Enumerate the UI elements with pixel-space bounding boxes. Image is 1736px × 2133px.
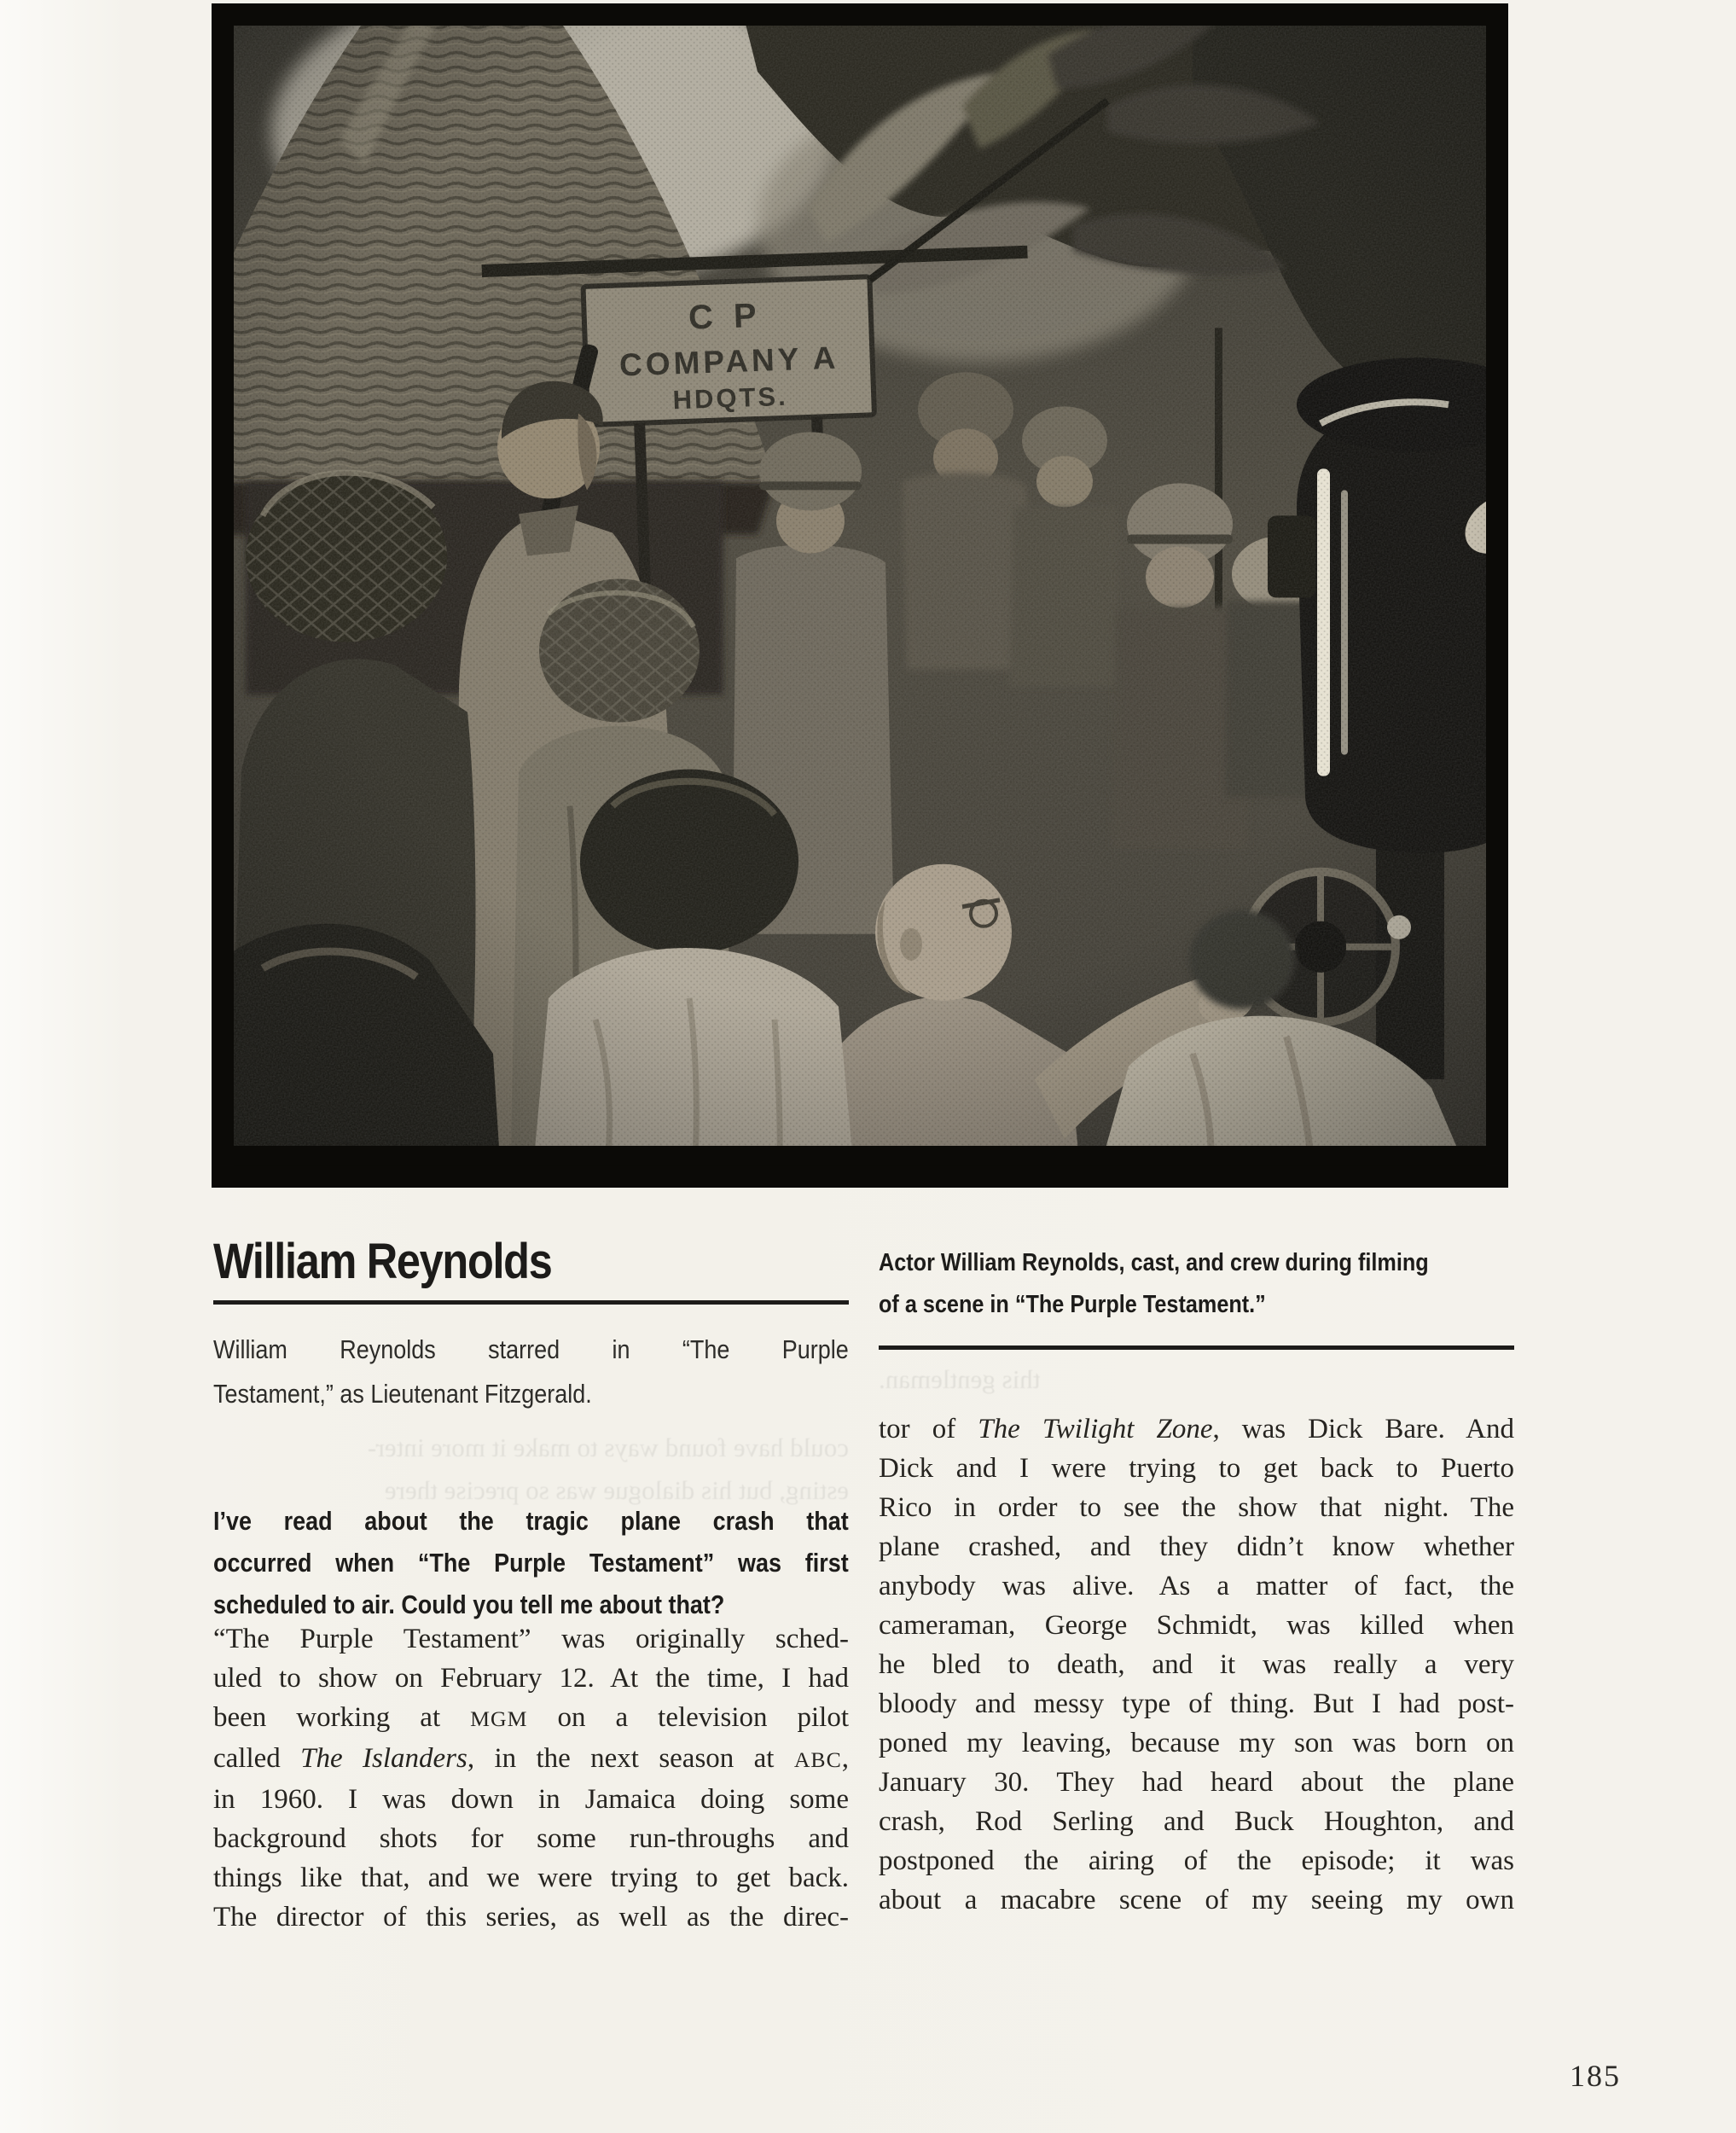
photo-illustration — [212, 3, 1508, 1188]
bleedthrough-text: this gentleman. — [879, 1364, 1041, 1394]
interview-question: I’ve read about the tragic plane crash that occurred when “The Purple Testament” was first scheduled to air. Could you tell me about that? — [213, 1506, 849, 1619]
page-number: 185 — [1570, 2059, 1621, 2093]
article-heading: William Reynolds — [213, 1234, 552, 1289]
bleedthrough-text: esting, but his dialogue was so precise there — [384, 1475, 849, 1505]
answer-text-left: “The Purple Testament” was originally sched- uled to show on February 12. At the time, I had been working at MGM on a television pilot called The Islanders, in the next season at ABC, in 1960. I was down in Jamaica doing some background shots for some run-throughs and things like that, and we were trying to get back. The director of this series, as well as the direc- — [213, 1624, 850, 1932]
bleedthrough-text: could have found ways to make it more inter- — [367, 1433, 849, 1462]
caption-rule — [879, 1345, 1514, 1350]
heading-rule — [213, 1300, 849, 1305]
photo-caption: Actor William Reynolds, cast, and crew during filming of a scene in “The Purple Testament.” — [879, 1249, 1429, 1318]
answer-text-right: tor of The Twilight Zone, was Dick Bare. And Dick and I were trying to get back to Puerto Rico in order to see the show that night. The plane crashed, and they didn’t know whether anybody was alive. As a matter of fact, the cameraman, George Schmidt, was killed when he bled to death, and it was really a very bloody and messy type of thing. But I had post- poned my leaving, because my son was born on January 30. They had heard about the plane crash, Rod Serling and Buck Houghton, and postponed the airing of the episode; it was about a macabre scene of my seeing my own — [879, 1414, 1514, 1915]
heading-block — [213, 1235, 849, 1288]
intro-text: William Reynolds starred in “The Purple Testament,” as Lieutenant Fitzgerald. — [213, 1334, 849, 1409]
production-still-photo — [212, 3, 1508, 1188]
